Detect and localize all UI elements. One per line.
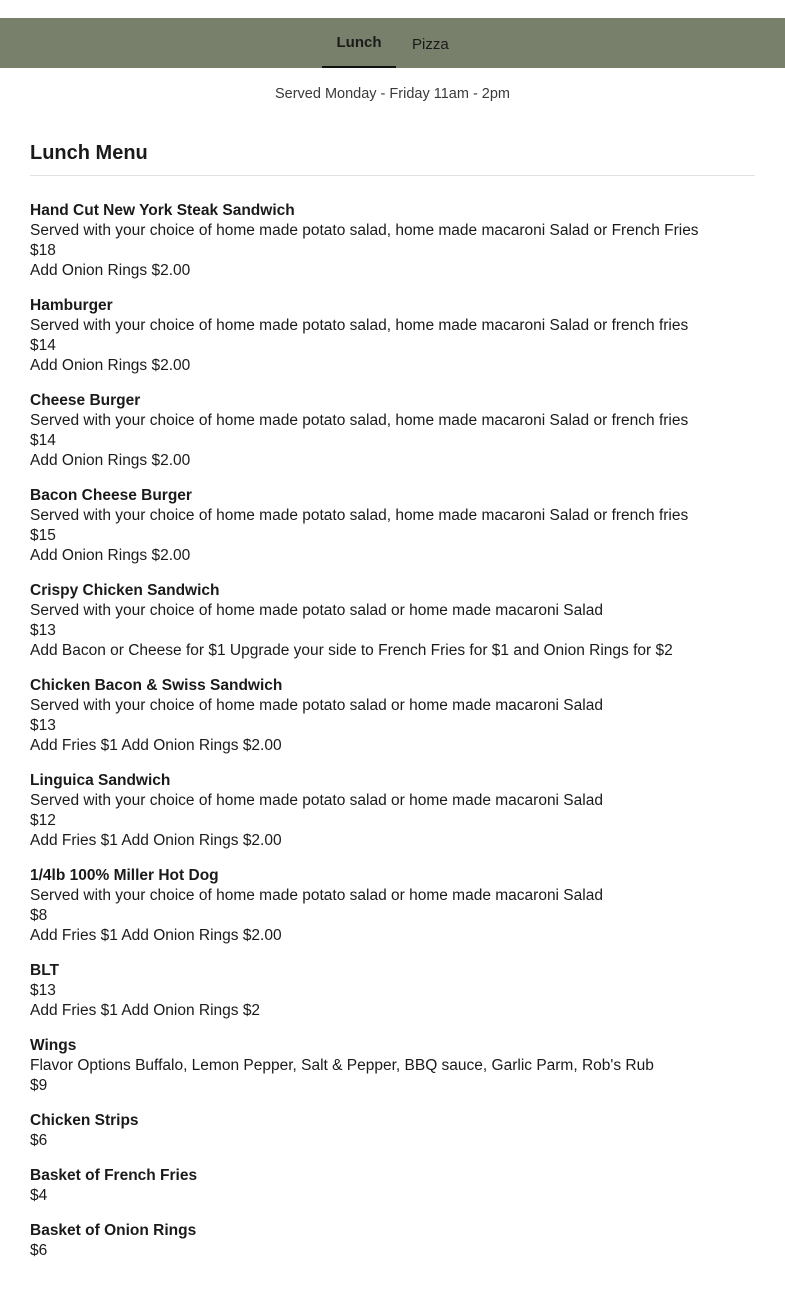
menu-item-name: Linguica Sandwich xyxy=(30,772,171,789)
menu-item xyxy=(30,771,755,851)
menu-item-addon: Add Onion Rings $2.00 xyxy=(30,547,191,564)
menu-item-addon: Add Onion Rings $2.00 xyxy=(30,357,191,374)
menu-item-price: $8 xyxy=(30,907,48,924)
menu-item-name: Cheese Burger xyxy=(30,392,141,409)
menu-title: Lunch Menu xyxy=(30,140,755,176)
menu-item-name: BLT xyxy=(30,962,59,979)
tab-list xyxy=(0,18,785,68)
menu-item-price: $6 xyxy=(30,1132,48,1149)
menu-item-name: Bacon Cheese Burger xyxy=(30,487,192,504)
menu-item-price: $14 xyxy=(30,432,56,449)
tab-lunch[interactable]: Lunch xyxy=(322,18,396,68)
menu-item-description: Served with your choice of home made potato salad or home made macaroni Salad xyxy=(30,792,603,809)
menu-item-price: $9 xyxy=(30,1077,48,1094)
menu-item-price: $12 xyxy=(30,812,56,829)
menu-item-description: Served with your choice of home made potato salad, home made macaroni Salad or french fries xyxy=(30,412,689,429)
menu-item xyxy=(30,961,755,1021)
menu-item xyxy=(30,486,755,566)
menu-item-name: Crispy Chicken Sandwich xyxy=(30,582,220,599)
menu-item-addon: Add Fries $1 Add Onion Rings $2 xyxy=(30,1002,261,1019)
menu-item xyxy=(30,581,755,661)
menu-item xyxy=(30,201,755,281)
menu-item-name: 1/4lb 100% Miller Hot Dog xyxy=(30,867,219,884)
menu-item xyxy=(30,1221,755,1261)
menu-tab-bar xyxy=(0,18,785,68)
menu-item-list xyxy=(30,201,755,1261)
menu-item-addon: Add Onion Rings $2.00 xyxy=(30,262,191,279)
lunch-menu-section xyxy=(30,140,755,1276)
menu-item xyxy=(30,676,755,756)
menu-item-description: Served with your choice of home made potato salad, home made macaroni Salad or french fries xyxy=(30,317,689,334)
menu-item-name: Chicken Strips xyxy=(30,1112,139,1129)
menu-item-price: $18 xyxy=(30,242,56,259)
menu-item-description: Served with your choice of home made potato salad, home made macaroni Salad or french fries xyxy=(30,507,689,524)
menu-item-addon: Add Onion Rings $2.00 xyxy=(30,452,191,469)
service-hours: Served Monday - Friday 11am - 2pm xyxy=(274,86,511,102)
menu-item xyxy=(30,296,755,376)
menu-item-price: $15 xyxy=(30,527,56,544)
menu-item-addon: Add Fries $1 Add Onion Rings $2.00 xyxy=(30,737,282,754)
menu-item-addon: Add Fries $1 Add Onion Rings $2.00 xyxy=(30,927,282,944)
menu-item-description: Served with your choice of home made potato salad or home made macaroni Salad xyxy=(30,697,603,714)
menu-item-description: Served with your choice of home made potato salad or home made macaroni Salad xyxy=(30,887,603,904)
menu-item-description: Served with your choice of home made potato salad, home made macaroni Salad or French Fries xyxy=(30,222,699,239)
menu-item-price: $13 xyxy=(30,622,56,639)
menu-item-description: Served with your choice of home made potato salad or home made macaroni Salad xyxy=(30,602,603,619)
menu-item-price: $6 xyxy=(30,1242,48,1259)
menu-item-price: $14 xyxy=(30,337,56,354)
menu-item-addon: Add Bacon or Cheese for $1 Upgrade your side to French Fries for $1 and Onion Rings for $2 xyxy=(30,642,673,659)
tab-pizza[interactable]: Pizza xyxy=(412,35,449,53)
menu-item-name: Hand Cut New York Steak Sandwich xyxy=(30,202,295,219)
menu-item-price: $4 xyxy=(30,1187,48,1204)
menu-item-name: Basket of Onion Rings xyxy=(30,1222,197,1239)
menu-item-addon: Add Fries $1 Add Onion Rings $2.00 xyxy=(30,832,282,849)
menu-item-price: $13 xyxy=(30,717,56,734)
menu-item-price: $13 xyxy=(30,982,56,999)
menu-item xyxy=(30,866,755,946)
menu-item-name: Wings xyxy=(30,1037,77,1054)
menu-item-name: Hamburger xyxy=(30,297,113,314)
menu-item xyxy=(30,391,755,471)
menu-item-description: Flavor Options Buffalo, Lemon Pepper, Salt & Pepper, BBQ sauce, Garlic Parm, Rob's Rub xyxy=(30,1057,654,1074)
menu-item-name: Basket of French Fries xyxy=(30,1167,198,1184)
menu-item-name: Chicken Bacon & Swiss Sandwich xyxy=(30,677,283,694)
menu-item xyxy=(30,1111,755,1151)
menu-item xyxy=(30,1166,755,1206)
menu-item xyxy=(30,1036,755,1096)
